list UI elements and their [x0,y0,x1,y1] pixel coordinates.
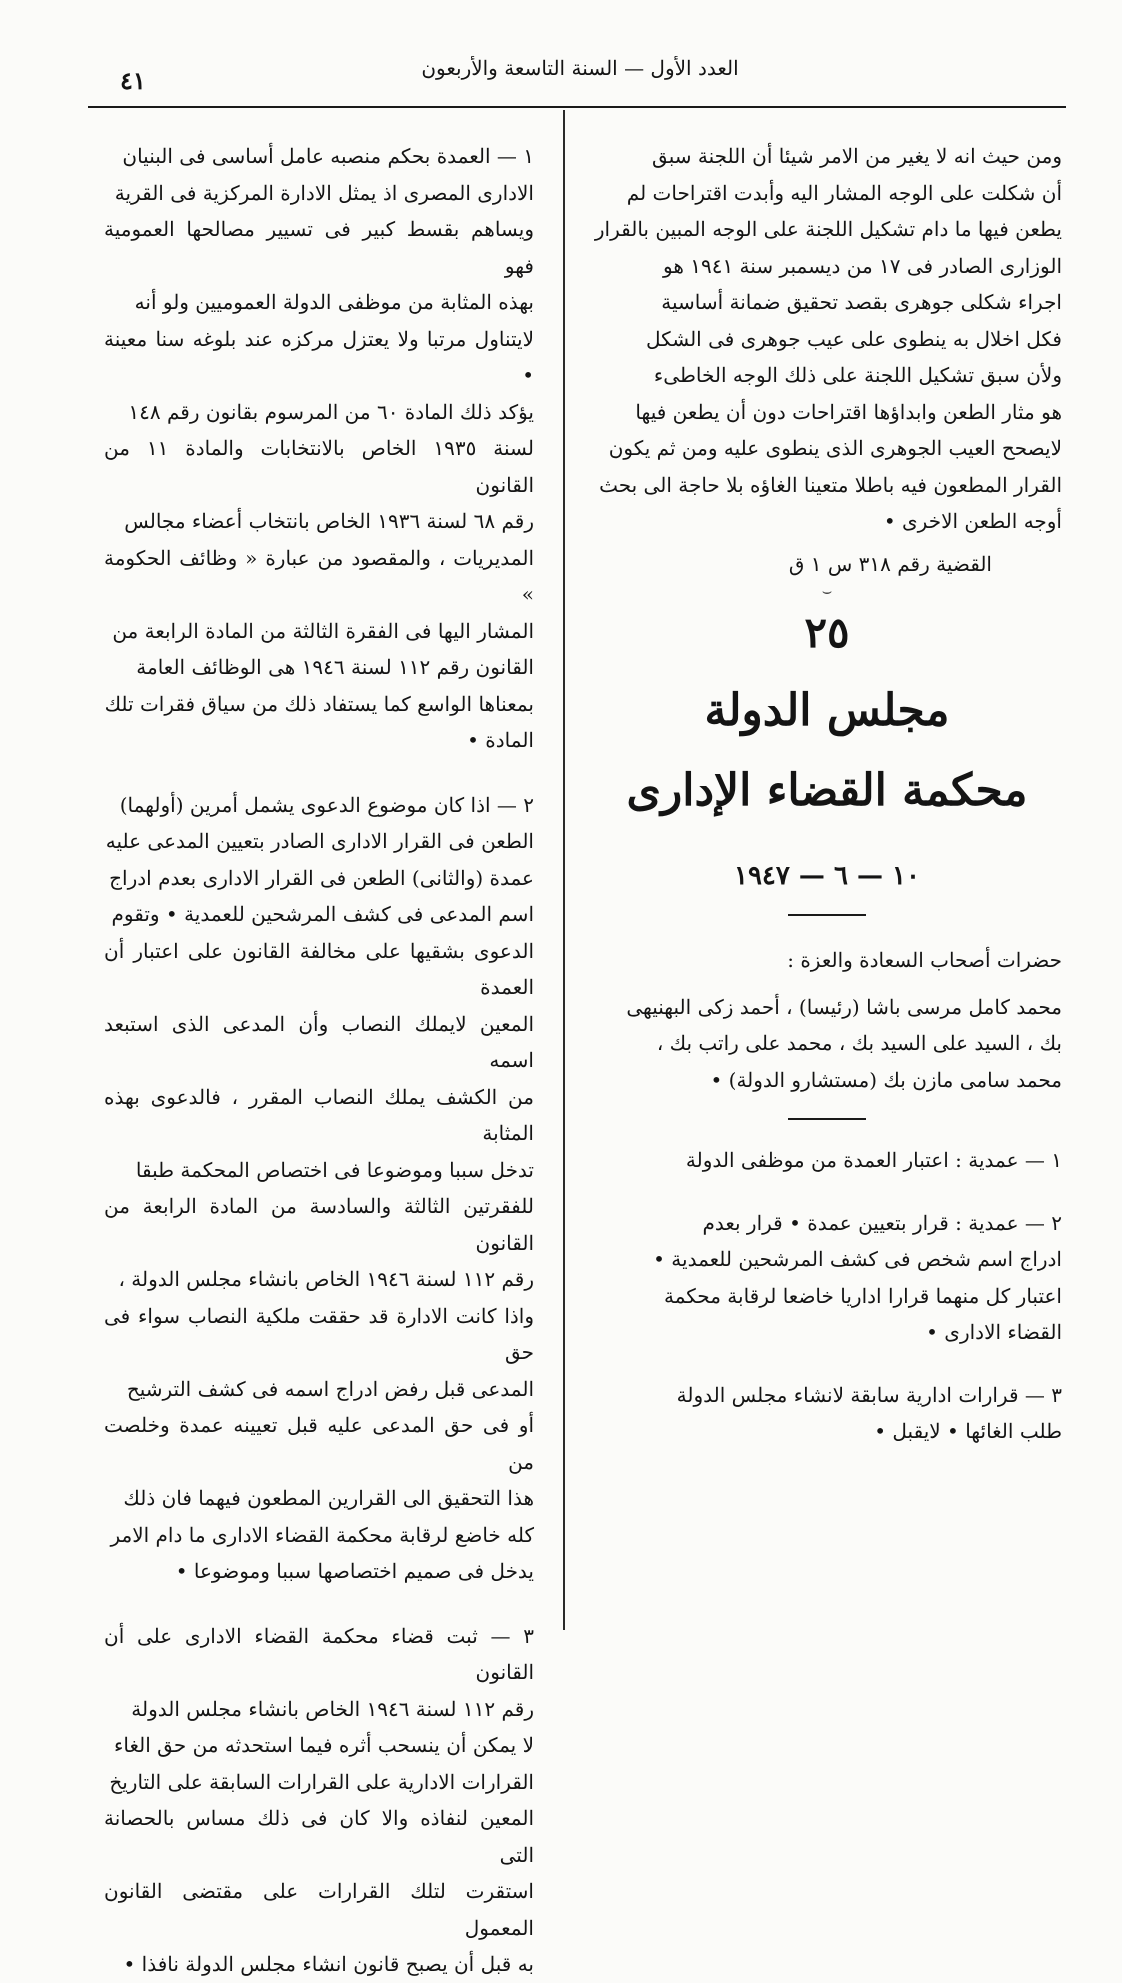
court-name: محكمة القضاء الإدارى [626,765,1028,816]
headnote-3: ٣ — قرارات ادارية سابقة لانشاء مجلس الدولة طلب الغائها • لايقبل • [676,1382,1062,1443]
principle-2: ٢ — اذا كان موضوع الدعوى يشمل أمرين (أولهما) الطعن فى القرار الادارى الصادر بتعيين المدعى عليه عمدة (والثانى) الطعن فى القرار الادارى بعدم ادراج اسم المدعى فى كشف المرشحين للعمدية • وتقوم الدعوى بشقيها على مخالفة القانون على اعتبار أن العمدة المعين لايملك النصاب وأن المدعى الذى استبعد اسمه من الكشف يملك النصاب المقرر ، فالدعوى بهذه المثابة تدخل سببا وموضوعا فى اختصاص المحكمة طبقا للفقرتين الثالثة والسادسة من المادة الرابعة من القانون رقم ١١٢ لسنة ١٩٤٦ الخاص بانشاء مجلس الدولة ، واذا كانت الادارة قد حققت ملكية النصاب سواء فى حق المدعى قبل رفض ادراج اسمه فى كشف الترشيح أو فى حق المدعى عليه قبل تعيينه عمدة وخلصت من هذا التحقيق الى القرارين المطعون فيهما فان ذلك كله خاضع لرقابة محكمة القضاء الادارى ما دام الامر يدخل فى صميم اختصاصها سببا وموضوعا • [104,792,534,1583]
previous-case-reference: القضية رقم ٣١٨ س ١ ق [788,551,992,576]
council-name: مجلس الدولة [704,685,950,736]
judgment-date: ١٠ — ٦ — ١٩٤٧ [734,861,920,891]
principle-3: ٣ — ثبت قضاء محكمة القضاء الادارى على أن القانون رقم ١١٢ لسنة ١٩٤٦ الخاص بانشاء مجلس الدولة لا يمكن أن ينسحب أثره فيما استحدثه من حق الغاء القرارات الادارية على القرارات السابقة على التاريخ المعين لنفاذه والا كان فى ذلك مساس بالحصانة التى استقرت لتلك القرارات على مقتضى القانون المعمول به قبل أن يصبح قانون انشاء مجلس الدولة نافذا • [104,1623,534,1976]
column-divider [563,110,565,1630]
running-header: العدد الأول — السنة التاسعة والأربعون [421,56,739,80]
separator-mark: ⌣ [821,581,833,600]
section-rule [788,914,866,916]
header-rule [88,106,1066,108]
right-column [592,138,1062,1450]
judgment-conclusion-paragraph: ومن حيث انه لا يغير من الامر شيئا أن اللجنة سبق أن شكلت على الوجه المشار اليه وأبدت اقتراحات لم يطعن فيها ما دام تشكيل اللجنة على الوجه المبين بالقرار الوزارى الصادر فى ١٧ من ديسمبر سنة ١٩٤١ هو اجراء شكلى جوهرى بقصد تحقيق ضمانة أساسية فكل اخلال به ينطوى على عيب جوهرى فى الشكل ولأن سبق تشكيل اللجنة على ذلك الوجه الخاطىء هو مثار الطعن وابداؤها اقتراحات دون أن يطعن فيها لايصحح العيب الجوهرى الذى ينطوى عليه ومن ثم يكون القرار المطعون فيه باطلا متعينا الغاؤه بلا حاجة الى بحث أوجه الطعن الاخرى • [594,144,1062,533]
case-number: ٢٥ [804,608,850,657]
principle-1: ١ — العمدة بحكم منصبه عامل أساسى فى البنيان الادارى المصرى اذ يمثل الادارة المركزية فى القرية ويساهم بقسط كبير فى تسيير مصالحها العمومية فهو بهذه المثابة من موظفى الدولة العموميين ولو أنه لايتناول مرتبا ولا يعتزل مركزه عند بلوغه سنا معينة • يؤكد ذلك المادة ٦٠ من المرسوم بقانون رقم ١٤٨ لسنة ١٩٣٥ الخاص بالانتخابات والمادة ١١ من القانون رقم ٦٨ لسنة ١٩٣٦ الخاص بانتخاب أعضاء مجالس المديريات ، والمقصود من عبارة « وظائف الحكومة » المشار اليها فى الفقرة الثالثة من المادة الرابعة من القانون رقم ١١٢ لسنة ١٩٤٦ هى الوظائف العامة بمعناها الواسع كما يستفاد ذلك من سياق فقرات تلك المادة • [104,144,534,752]
bench-members: محمد كامل مرسى باشا (رئيسا) ، أحمد زكى البهنيهى بك ، السيد على السيد بك ، محمد على راتب بك ، محمد سامى مازن بك (مستشارو الدولة) • [626,994,1062,1092]
section-rule [788,1118,866,1120]
attendance-heading: حضرات أصحاب السعادة والعزة : [787,948,1062,972]
left-column [104,138,534,1983]
headnote-2: ٢ — عمدية : قرار بتعيين عمدة • قرار بعدم ادراج اسم شخص فى كشف المرشحين للعمدية • اعتبار كل منهما قرارا اداريا خاضعا لرقابة محكمة القضاء الادارى • [653,1210,1062,1344]
page-number: ٤١ [120,66,146,95]
headnote-1: ١ — عمدية : اعتبار العمدة من موظفى الدولة [685,1148,1062,1172]
